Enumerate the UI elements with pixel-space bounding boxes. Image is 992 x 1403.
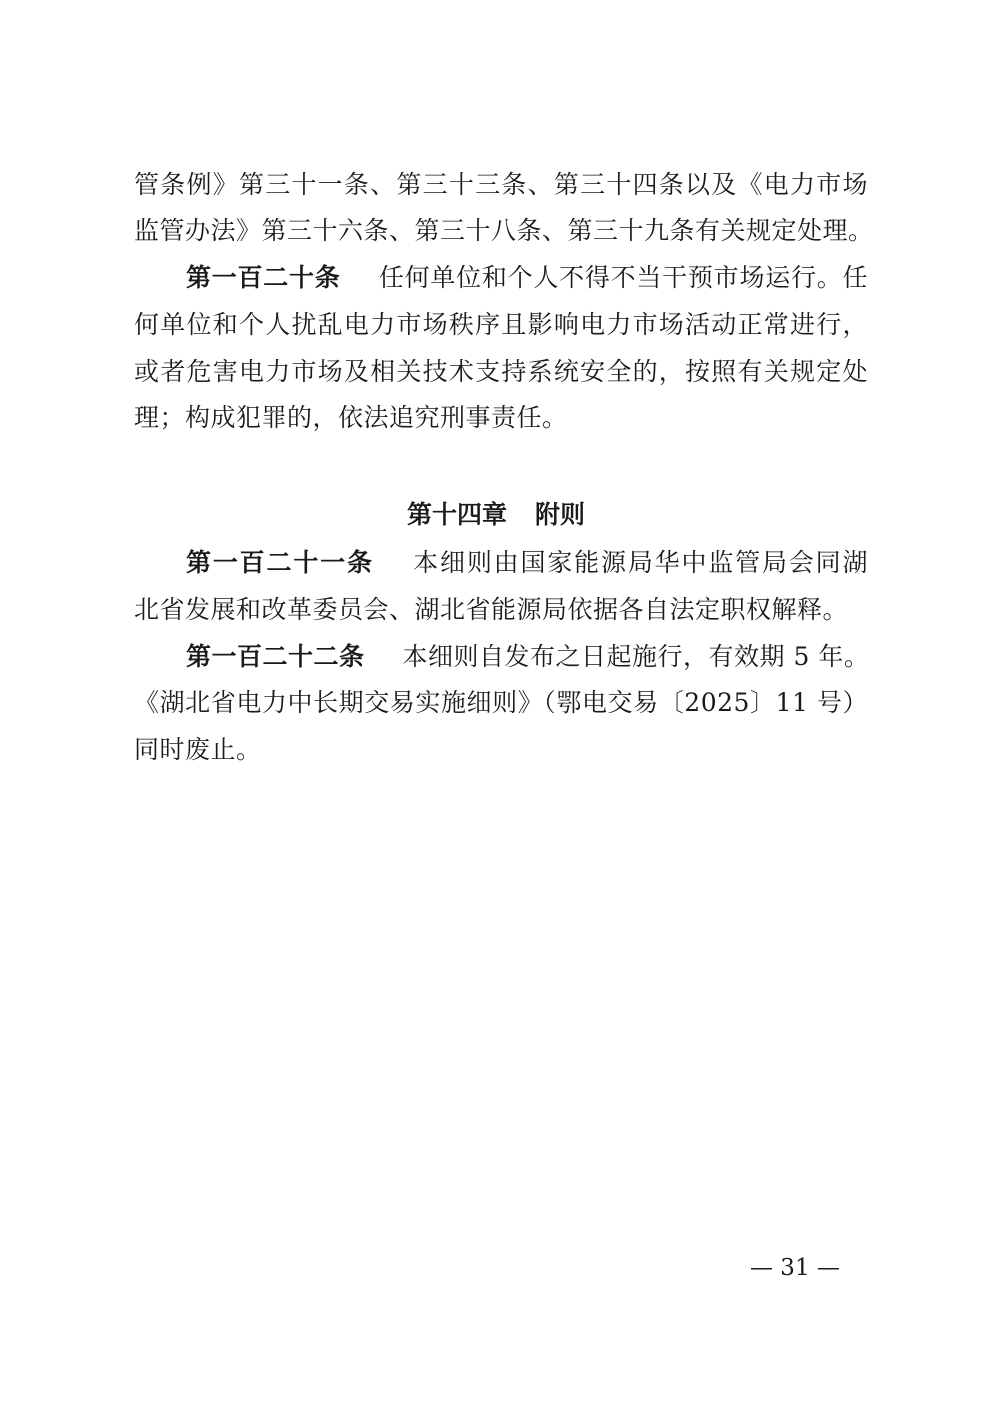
- paragraph-line: 同时废止。: [134, 735, 262, 764]
- paragraph-line: 理；构成犯罪的，依法追究刑事责任。: [134, 403, 568, 432]
- article-121-label: 第一百二十一条: [186, 548, 374, 577]
- article-120-first-line: [186, 261, 868, 295]
- paragraph-line: 何单位和个人扰乱电力市场秩序且影响电力市场活动正常进行，: [134, 310, 868, 339]
- paragraph-line: 监管办法》第三十六条、第三十八条、第三十九条有关规定处理。: [134, 216, 874, 245]
- paragraph-line: 或者危害电力市场及相关技术支持系统安全的，按照有关规定处: [134, 357, 868, 386]
- paragraph-line: 北省发展和改革委员会、湖北省能源局依据各自法定职权解释。: [134, 595, 849, 624]
- chapter-heading: [0, 498, 992, 532]
- page-number: — 31 —: [750, 1255, 840, 1281]
- article-122-label: 第一百二十二条: [186, 642, 365, 671]
- article-120-text: 任何单位和个人不得不当干预市场运行。任: [378, 263, 868, 292]
- article-120-label: 第一百二十条: [186, 263, 341, 292]
- paragraph-line: 管条例》第三十一条、第三十三条、第三十四条以及《电力市场: [134, 170, 868, 199]
- chapter-number: 第十四章: [406, 500, 507, 529]
- article-122-text: 本细则自发布之日起施行，有效期 5 年。: [402, 642, 870, 671]
- chapter-title: 附则: [535, 500, 586, 529]
- paragraph-line: 《湖北省电力中长期交易实施细则》（鄂电交易〔2025〕11 号）: [134, 688, 868, 717]
- article-122-first-line: [186, 640, 868, 674]
- article-121-text: 本细则由国家能源局华中监管局会同湖: [411, 548, 868, 577]
- article-121-first-line: [186, 546, 868, 580]
